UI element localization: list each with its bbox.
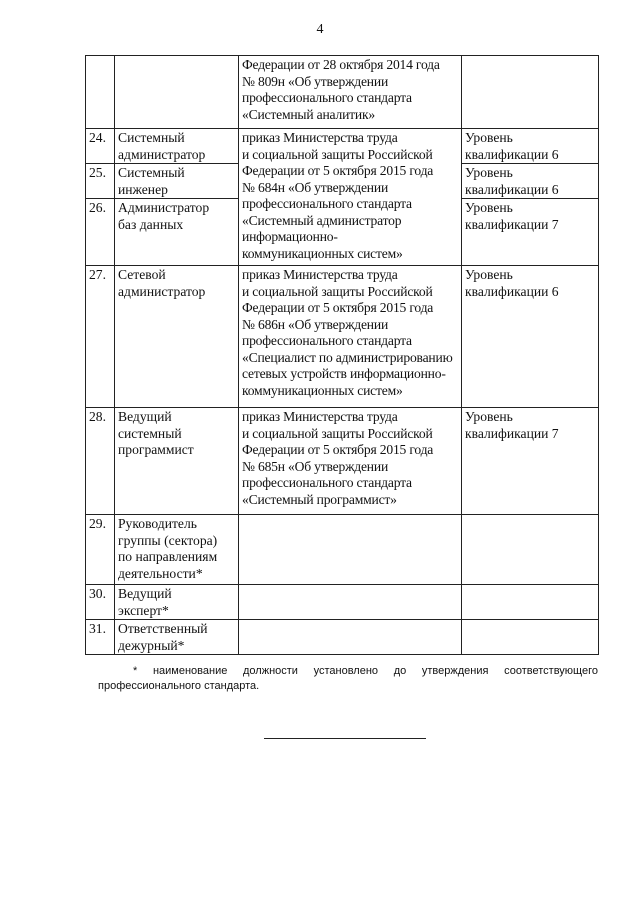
order-cell — [239, 620, 462, 655]
level-cell: Уровень квалификации 7 — [462, 199, 599, 266]
position-cell: Администратор баз данных — [115, 199, 239, 266]
level-cell: Уровень квалификации 6 — [462, 266, 599, 408]
level-cell — [462, 585, 599, 620]
order-cell: приказ Министерства труда и социальной защиты Российской Федерации от 5 октября 2015 года № 684н «Об утверждении профессионального стандарта «Системный администратор информационно- коммуникационных систем» — [239, 129, 462, 266]
row-number-cell: 29. — [86, 515, 115, 585]
level-cell: Уровень квалификации 6 — [462, 164, 599, 199]
order-cell: Федерации от 28 октября 2014 года № 809н «Об утверждении профессионального стандарта «Системный аналитик» — [239, 56, 462, 129]
position-cell: Ответственный дежурный* — [115, 620, 239, 655]
position-cell: Ведущий системный программист — [115, 408, 239, 515]
page-number: 4 — [316, 22, 324, 37]
row-number-cell: 25. — [86, 164, 115, 199]
row-number-cell — [86, 56, 115, 129]
position-cell: Сетевой администратор — [115, 266, 239, 408]
position-cell: Системный администратор — [115, 129, 239, 164]
order-cell: приказ Министерства труда и социальной защиты Российской Федерации от 5 октября 2015 года № 686н «Об утверждении профессионального стандарта «Специалист по администрированию сетевых устройств информационно- коммуникационных систем» — [239, 266, 462, 408]
level-cell: Уровень квалификации 6 — [462, 129, 599, 164]
position-cell: Системный инженер — [115, 164, 239, 199]
order-cell — [239, 515, 462, 585]
row-number-cell: 31. — [86, 620, 115, 655]
table-row — [86, 408, 599, 515]
level-cell: Уровень квалификации 7 — [462, 408, 599, 515]
table-row — [86, 585, 599, 620]
position-cell: Руководитель группы (сектора) по направлениям деятельности* — [115, 515, 239, 585]
position-cell — [115, 56, 239, 129]
table-row — [86, 266, 599, 408]
closing-rule — [264, 738, 426, 739]
row-number-cell: 27. — [86, 266, 115, 408]
table-row — [86, 515, 599, 585]
table-row — [86, 620, 599, 655]
level-cell — [462, 56, 599, 129]
row-number-cell: 28. — [86, 408, 115, 515]
order-cell: приказ Министерства труда и социальной защиты Российской Федерации от 5 октября 2015 года № 685н «Об утверждении профессионального стандарта «Системный программист» — [239, 408, 462, 515]
level-cell — [462, 620, 599, 655]
table-row — [86, 129, 599, 164]
level-cell — [462, 515, 599, 585]
positions-table — [85, 55, 599, 655]
row-number-cell: 26. — [86, 199, 115, 266]
order-cell — [239, 585, 462, 620]
position-cell: Ведущий эксперт* — [115, 585, 239, 620]
table-row — [86, 56, 599, 129]
footnote: * наименование должности установлено до утверждения соответствующего профессионального стандарта. — [98, 665, 598, 692]
row-number-cell: 30. — [86, 585, 115, 620]
row-number-cell: 24. — [86, 129, 115, 164]
